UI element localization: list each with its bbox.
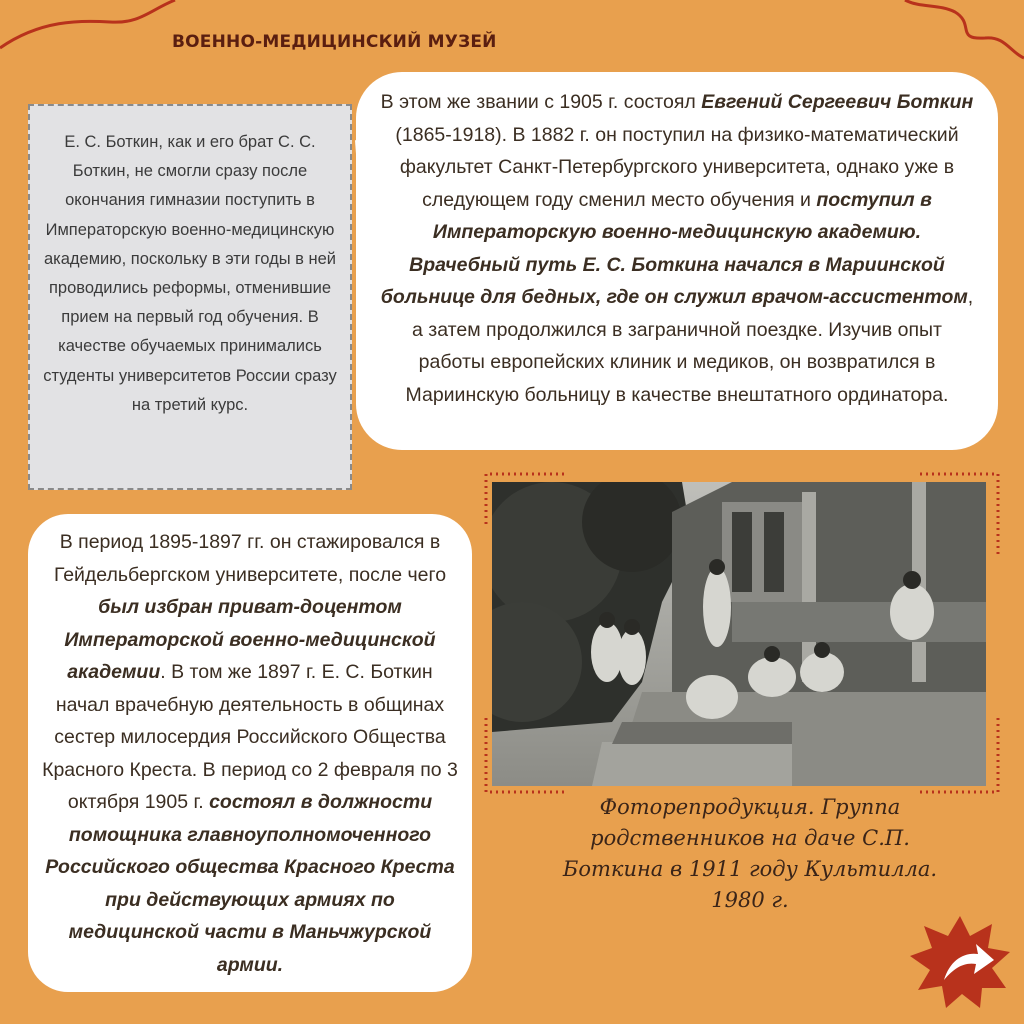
photo-caption: Фоторепродукция. Группа родственников на даче С.П. Боткина в 1911 году Культилла. 1980 г. — [562, 795, 938, 912]
left-text-bold-2: состоял в должности помощника главноуполномоченного Российского общества Красного Креста при действующих армиях по медицинской части в Маньчжурской армии. — [45, 791, 455, 976]
top-text-part-2: (1865-1918). В 1882 г. он поступил на физико-математический факультет Санкт-Петербургского университета, однако уже в следующем году сменил место обучения и — [395, 123, 959, 211]
arrow-right-icon — [910, 916, 1010, 1008]
left-text-bold-1: был избран приват-доцентом Императорской военно-медицинской академии — [64, 596, 436, 683]
left-text-bubble — [28, 514, 472, 992]
info-note-text: Е. С. Боткин, как и его брат С. С. Боткин, не смогли сразу после окончания гимназии поступить в Императорскую военно-медицинскую академию, поскольку в эти годы в ней проводились реформы, отменившие прием на первый год обучения. В качестве обучаемых принимались студенты университетов России сразу на третий курс. — [43, 133, 337, 414]
left-text-part-1: В период 1895-1897 гг. он стажировался в Гейдельбергском университете, после чего — [53, 531, 447, 586]
top-text-bold-1: Евгений Сергеевич Боткин — [701, 91, 974, 113]
historical-photo — [492, 482, 986, 786]
top-text-bold-2: поступил в Императорскую военно-медицинскую академию. Врачебный путь Е. С. Боткина начался в Мариинской больнице для бедных, где он служил врачом-ассистентом — [380, 188, 968, 308]
top-text-part-1: В этом же звании с 1905 г. состоял — [380, 91, 702, 113]
info-note-box — [28, 104, 352, 490]
next-page-button[interactable] — [910, 916, 1010, 1008]
left-text-part-2: . В том же 1897 г. Е. С. Боткин начал врачебную деятельность в общинах сестер милосердия Российского Общества Красного Креста. В период со 2 февраля по 3 октября 1905 г. — [42, 661, 458, 813]
page-title: ВОЕННО-МЕДИЦИНСКИЙ МУЗЕЙ — [172, 32, 497, 52]
top-text-part-3: , а затем продолжился в заграничной поездке. Изучив опыт работы европейских клиник и медиков, он возвратился в Мариинскую больницу в качестве внештатного ординатора. — [405, 286, 974, 406]
top-text-bubble — [356, 72, 998, 450]
photo-illustration — [492, 482, 986, 786]
